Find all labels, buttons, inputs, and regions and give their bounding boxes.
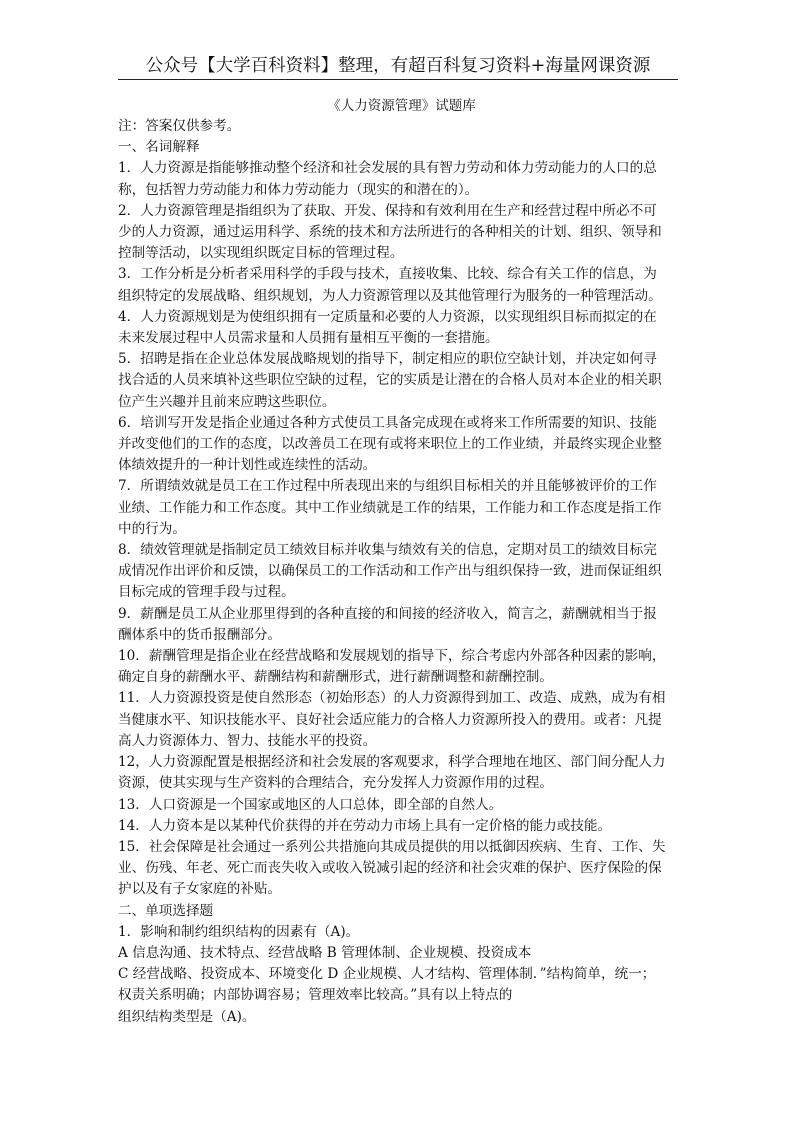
text-line: 14．人力资本是以某种代价获得的并在劳动力市场上具有一定价格的能力或技能。 <box>118 817 612 834</box>
text-line: 10．薪酬管理是指企业在经营战略和发展规划的指导下，综合考虑内外部各种因素的影响， <box>118 648 666 665</box>
text-line: 业、伤残、年老、死亡而丧失收入或收入锐减引起的经济和社会灾难的保护、医疗保险的保 <box>118 860 662 877</box>
text-line: 并改变他们的工作的态度，以改善员工在现有或将来职位上的工作业绩，并最终实现企业整 <box>118 436 662 453</box>
text-line: 未来发展过程中人员需求量和人员拥有量相互平衡的一套措施。 <box>118 330 499 347</box>
text-line: 护以及有子女家庭的补贴。 <box>118 881 282 898</box>
text-line: 目标完成的管理手段与过程。 <box>118 584 295 601</box>
text-line: 体绩效提升的一种计划性或连续性的活动。 <box>118 457 377 474</box>
text-line: 称，包括智力劳动能力和体力劳动能力（现实的和潜在的）。 <box>118 181 479 198</box>
text-line: 权责关系明确；内部协调容易；管理效率比较高。”具有以上特点的 <box>118 987 513 1004</box>
page-header: 公众号【大学百科资料】整理，有超百科复习资料+海量网课资源 <box>145 56 651 76</box>
text-line: 12，人力资源配置是根据经济和社会发展的客观要求，科学合理地在地区、部门间分配人力 <box>118 754 666 771</box>
text-line: 4．人力资源规划是为使组织拥有一定质量和必要的人力资源，以实现组织目标而拟定的在 <box>118 308 657 325</box>
text-line: 二、单项选择题 <box>118 902 214 919</box>
text-line: 组织特定的发展战略、组织规划，为人力资源管理以及其他管理行为服务的一种管理活动。 <box>118 287 662 304</box>
text-line: 中的行为。 <box>118 520 186 537</box>
document-body <box>118 116 680 1028</box>
text-line: 一、名词解释 <box>118 139 200 156</box>
text-line: 高人力资源体力、智力、技能水平的投资。 <box>118 732 377 749</box>
text-line: 6．培训写开发是指企业通过各种方式使员工具备完成现在或将来工作所需要的知识、技能 <box>118 414 657 431</box>
text-line: 7．所谓绩效就是员工在工作过程中所表现出来的与组织目标相关的并且能够被评价的工作 <box>118 478 657 495</box>
text-line: A 信息沟通、技术特点、经营战略 B 管理体制、企业规模、投资成本 <box>118 944 532 961</box>
text-line: 5．招聘是指在企业总体发展战略规划的指导下，制定相应的职位空缺计划，并决定如何寻 <box>118 351 657 368</box>
text-line: 13．人口资源是一个国家或地区的人口总体，即全部的自然人。 <box>118 796 503 813</box>
text-line: C 经营战略、投资成本、环境变化 D 企业规模、人才结构、管理体制．”结构简单，统一； <box>118 966 656 983</box>
text-line: 15．社会保障是社会通过一系列公共措施向其成员提供的用以抵御因疾病、生育、工作、失 <box>118 838 666 855</box>
text-line: 业绩、工作能力和工作态度。其中工作业绩就是工作的结果，工作能力和工作态度是指工作 <box>118 499 662 516</box>
text-line: 1．影响和制约组织结构的因素有（A)。 <box>118 923 360 940</box>
text-line: 成情况作出评价和反馈，以确保员工的工作活动和工作产出与组织保持一致，进而保证组织 <box>118 563 662 580</box>
text-line: 确定自身的薪酬水平、薪酬结构和薪酬形式，进行薪酬调整和薪酬控制。 <box>118 669 553 686</box>
text-line: 资源，使其实现与生产资料的合理结合，充分发挥人力资源作用的过程。 <box>118 775 553 792</box>
text-line: 酬体系中的货币报酬部分。 <box>118 626 282 643</box>
text-line: 控制等活动，以实现组织既定目标的管理过程。 <box>118 245 404 262</box>
text-line: 组织结构类型是（A)。 <box>118 1008 256 1025</box>
text-line: 2．人力资源管理是指组织为了获取、开发、保持和有效利用在生产和经营过程中所必不可 <box>118 202 657 219</box>
text-line: 11．人力资源投资是使自然形态（初始形态）的人力资源得到加工、改造、成熟，成为有相 <box>118 690 666 707</box>
document-title: 《人力资源管理》试题库 <box>327 98 476 114</box>
text-line: 注：答案仅供参考。 <box>118 118 241 134</box>
text-line: 1．人力资源是指能够推动整个经济和社会发展的具有智力劳动和体力劳动能力的人口的总 <box>118 160 657 177</box>
text-line: 9．薪酬是员工从企业那里得到的各种直接的和间接的经济收入，简言之，薪酬就相当于报 <box>118 605 657 622</box>
text-line: 少的人力资源，通过运用科学、系统的技术和方法所进行的各种相关的计划、组织、领导和 <box>118 224 662 241</box>
text-line: 3．工作分析是分析者采用科学的手段与技术，直接收集、比较、综合有关工作的信息，为 <box>118 266 657 283</box>
text-line: 找合适的人员来填补这些职位空缺的过程，它的实质是让潜在的合格人员对本企业的相关职 <box>118 372 662 389</box>
header-rule <box>118 79 678 80</box>
text-line: 位产生兴趣并且前来应聘这些职位。 <box>118 393 336 410</box>
text-line: 8．绩效管理就是指制定员工绩效目标并收集与绩效有关的信息，定期对员工的绩效目标完 <box>118 542 657 559</box>
text-line: 当健康水平、知识技能水平、良好社会适应能力的合格人力资源所投入的费用。或者：凡提 <box>118 711 662 728</box>
